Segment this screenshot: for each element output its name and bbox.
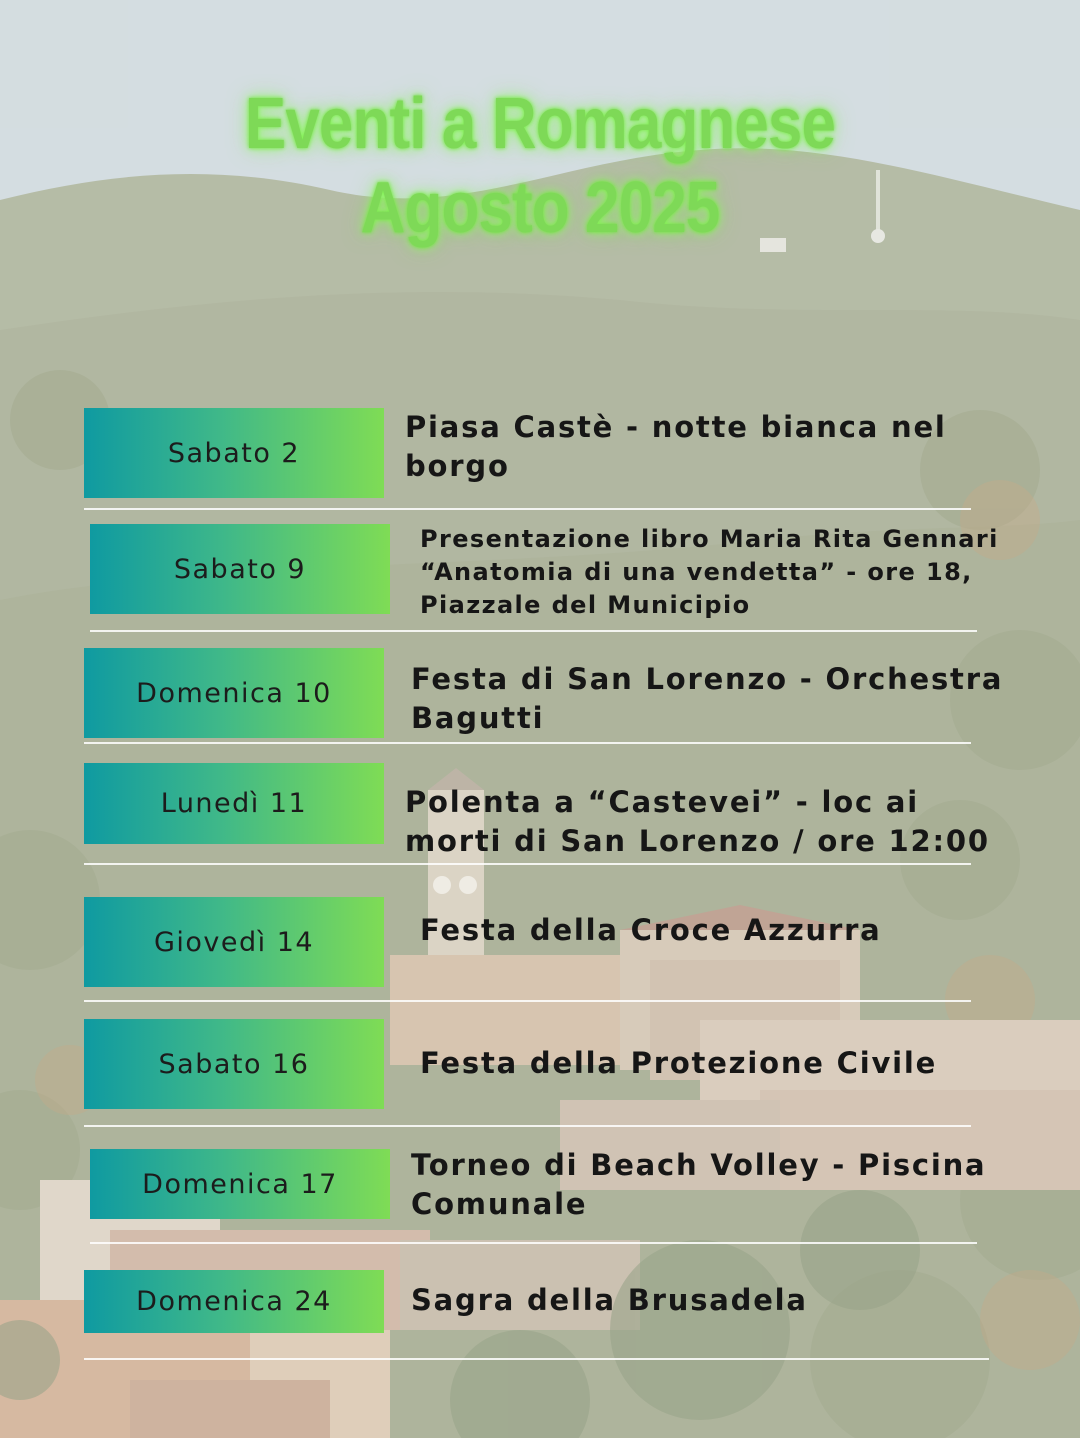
event-date-box: Sabato 2 — [84, 408, 384, 498]
event-description — [411, 660, 1003, 738]
event-description — [411, 1281, 808, 1320]
event-date-box: Domenica 24 — [84, 1270, 384, 1333]
row-divider — [90, 1242, 977, 1244]
event-description-line: Piasa Castè - notte bianca nel — [405, 410, 947, 444]
row-divider — [84, 863, 971, 865]
title-line-2: Agosto 2025 — [360, 168, 720, 248]
row-divider — [84, 508, 971, 510]
event-description-line: Polenta a “Castevei” - loc ai — [405, 785, 919, 819]
event-description — [411, 1146, 986, 1224]
event-description-line: Presentazione libro Maria Rita Gennari — [420, 525, 999, 553]
event-date-box: Sabato 9 — [90, 524, 390, 614]
event-description — [420, 523, 999, 622]
event-description-line: Bagutti — [411, 701, 545, 735]
event-description-line: Festa della Protezione Civile — [420, 1046, 938, 1080]
event-description-line: Festa di San Lorenzo - Orchestra — [411, 662, 1004, 696]
event-date-box: Giovedì 14 — [84, 897, 384, 987]
title-line-1: Eventi a Romagnese — [244, 84, 836, 164]
event-description-line: Comunale — [411, 1187, 588, 1221]
event-description — [420, 1044, 937, 1083]
event-description — [405, 783, 990, 861]
event-description-line: Festa della Croce Azzurra — [420, 913, 882, 947]
event-description-line: Torneo di Beach Volley - Piscina — [411, 1148, 987, 1182]
event-date-box: Lunedì 11 — [84, 763, 384, 844]
event-description-line: Piazzale del Municipio — [420, 591, 751, 619]
event-date-box: Sabato 16 — [84, 1019, 384, 1109]
row-divider — [90, 630, 977, 632]
event-description-line: Sagra della Brusadela — [411, 1283, 808, 1317]
row-divider — [84, 1000, 971, 1002]
row-divider — [84, 742, 971, 744]
event-description-line: morti di San Lorenzo / ore 12:00 — [405, 824, 990, 858]
event-date-box: Domenica 17 — [90, 1149, 390, 1219]
event-date-box: Domenica 10 — [84, 648, 384, 738]
row-divider — [84, 1358, 989, 1360]
page-title — [76, 82, 1005, 250]
event-description-line: borgo — [405, 449, 510, 483]
row-divider — [84, 1125, 971, 1127]
event-description — [420, 911, 882, 950]
event-description-line: “Anatomia di una vendetta” - ore 18, — [420, 558, 973, 586]
event-description — [405, 408, 947, 486]
